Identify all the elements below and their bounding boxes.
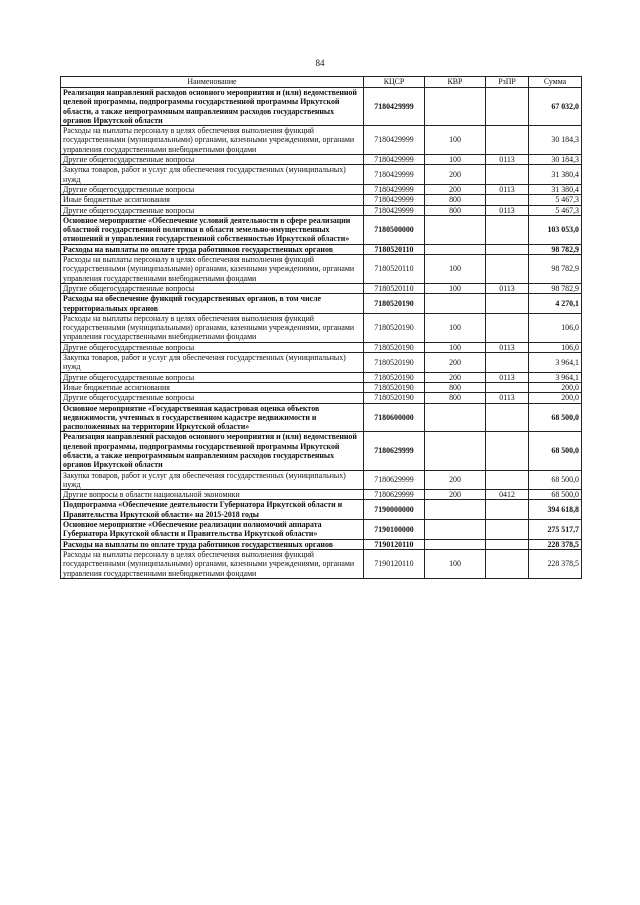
cell-name: Основное мероприятие «Обеспечение условий деятельности в сфере реализации областной государственной политики в области земельно-имущественных отношений и управления государственной собственностью Иркутской области»	[61, 215, 364, 244]
cell-sum: 200,0	[529, 382, 582, 392]
table-row	[61, 88, 582, 126]
cell-rzpr	[486, 403, 529, 432]
cell-name: Другие общегосударственные вопросы	[61, 205, 364, 215]
cell-kvr: 800	[425, 382, 486, 392]
table-row	[61, 126, 582, 155]
cell-kcsr: 7180520190	[364, 382, 425, 392]
cell-sum: 106,0	[529, 342, 582, 352]
table-header-row	[61, 77, 582, 88]
cell-rzpr	[486, 470, 529, 490]
cell-rzpr	[486, 353, 529, 373]
cell-kvr: 200	[425, 353, 486, 373]
cell-name: Расходы на выплаты по оплате труда работников государственных органов	[61, 539, 364, 549]
cell-kvr	[425, 539, 486, 549]
cell-kcsr: 7190120110	[364, 539, 425, 549]
cell-name: Иные бюджетные ассигнования	[61, 195, 364, 205]
cell-sum: 68 500,0	[529, 470, 582, 490]
cell-kvr: 100	[425, 155, 486, 165]
cell-kvr: 200	[425, 490, 486, 500]
table-row	[61, 372, 582, 382]
table-row	[61, 393, 582, 403]
cell-name: Подпрограмма «Обеспечение деятельности Губернатора Иркутской области и Правительства Иркутской области» на 2015-2018 годы	[61, 500, 364, 520]
table-row	[61, 403, 582, 432]
cell-sum: 98 782,9	[529, 255, 582, 284]
cell-kvr	[425, 520, 486, 540]
header-rzpr: РзПР	[486, 77, 529, 88]
table-row	[61, 490, 582, 500]
cell-name: Расходы на выплаты персоналу в целях обеспечения выполнения функций государственными (муниципальными) органами, казенными учреждениями, органами управления государственными внебюджетными фондами	[61, 313, 364, 342]
cell-rzpr	[486, 294, 529, 314]
cell-kvr: 100	[425, 549, 486, 578]
table-row	[61, 342, 582, 352]
table-row	[61, 184, 582, 194]
cell-kvr: 800	[425, 393, 486, 403]
cell-rzpr: 0412	[486, 490, 529, 500]
cell-rzpr: 0113	[486, 283, 529, 293]
cell-kvr	[425, 432, 486, 470]
table-row	[61, 155, 582, 165]
cell-sum: 228 378,5	[529, 539, 582, 549]
cell-rzpr: 0113	[486, 342, 529, 352]
table-row	[61, 313, 582, 342]
cell-rzpr	[486, 215, 529, 244]
cell-name: Другие общегосударственные вопросы	[61, 155, 364, 165]
cell-sum: 30 184,3	[529, 155, 582, 165]
cell-kvr: 100	[425, 255, 486, 284]
table-row	[61, 470, 582, 490]
header-sum: Сумма	[529, 77, 582, 88]
cell-kvr: 200	[425, 372, 486, 382]
cell-rzpr	[486, 88, 529, 126]
cell-name: Другие общегосударственные вопросы	[61, 283, 364, 293]
cell-kcsr: 7180429999	[364, 126, 425, 155]
cell-name: Другие вопросы в области национальной экономики	[61, 490, 364, 500]
cell-name: Реализация направлений расходов основного мероприятия и (или) ведомственной целевой программы, подпрограммы государственной программы Иркутской области, а также непрограммным направлениям расходов государственных органов Иркутской области	[61, 432, 364, 470]
cell-rzpr	[486, 313, 529, 342]
cell-kcsr: 7180629999	[364, 432, 425, 470]
cell-kvr: 800	[425, 205, 486, 215]
cell-name: Расходы на выплаты по оплате труда работников государственных органов	[61, 244, 364, 254]
cell-rzpr	[486, 126, 529, 155]
cell-sum: 68 500,0	[529, 403, 582, 432]
header-name: Наименование	[61, 77, 364, 88]
cell-sum: 394 618,8	[529, 500, 582, 520]
cell-kvr: 200	[425, 165, 486, 185]
cell-kvr: 100	[425, 126, 486, 155]
cell-name: Расходы на выплаты персоналу в целях обеспечения выполнения функций государственными (муниципальными) органами, казенными учреждениями, органами управления государственными внебюджетными фондами	[61, 126, 364, 155]
cell-rzpr	[486, 500, 529, 520]
cell-kvr: 200	[425, 184, 486, 194]
cell-rzpr: 0113	[486, 372, 529, 382]
cell-sum: 4 270,1	[529, 294, 582, 314]
budget-table	[60, 76, 582, 579]
cell-sum: 200,0	[529, 393, 582, 403]
cell-sum: 98 782,9	[529, 244, 582, 254]
cell-sum: 5 467,3	[529, 195, 582, 205]
table-row	[61, 294, 582, 314]
cell-name: Реализация направлений расходов основного мероприятия и (или) ведомственной целевой программы, подпрограммы государственной программы Иркутской области, а также непрограммным направлениям расходов государственных органов Иркутской области	[61, 88, 364, 126]
cell-sum: 275 517,7	[529, 520, 582, 540]
cell-kvr	[425, 88, 486, 126]
cell-kvr	[425, 403, 486, 432]
cell-kcsr: 7180429999	[364, 195, 425, 205]
cell-kcsr: 7180629999	[364, 490, 425, 500]
cell-kcsr: 7180600000	[364, 403, 425, 432]
cell-kvr	[425, 215, 486, 244]
table-row	[61, 283, 582, 293]
cell-sum: 30 184,3	[529, 126, 582, 155]
cell-kcsr: 7190100000	[364, 520, 425, 540]
cell-name: Закупка товаров, работ и услуг для обеспечения государственных (муниципальных) нужд	[61, 353, 364, 373]
cell-rzpr	[486, 244, 529, 254]
cell-kvr: 100	[425, 313, 486, 342]
table-row	[61, 255, 582, 284]
cell-kcsr: 7180520190	[364, 313, 425, 342]
cell-sum: 103 053,0	[529, 215, 582, 244]
table-row	[61, 500, 582, 520]
cell-kcsr: 7180520110	[364, 244, 425, 254]
cell-sum: 5 467,3	[529, 205, 582, 215]
table-row	[61, 432, 582, 470]
cell-kcsr: 7180429999	[364, 165, 425, 185]
cell-kcsr: 7190000000	[364, 500, 425, 520]
cell-kcsr: 7180629999	[364, 470, 425, 490]
cell-name: Другие общегосударственные вопросы	[61, 372, 364, 382]
cell-sum: 106,0	[529, 313, 582, 342]
cell-kcsr: 7180500000	[364, 215, 425, 244]
cell-kvr: 200	[425, 470, 486, 490]
cell-kcsr: 7180520110	[364, 255, 425, 284]
cell-sum: 68 500,0	[529, 432, 582, 470]
cell-kcsr: 7180429999	[364, 205, 425, 215]
cell-name: Иные бюджетные ассигнования	[61, 382, 364, 392]
header-kcsr: КЦСР	[364, 77, 425, 88]
cell-rzpr: 0113	[486, 205, 529, 215]
cell-sum: 3 964,1	[529, 353, 582, 373]
cell-rzpr	[486, 165, 529, 185]
table-row	[61, 165, 582, 185]
cell-kvr	[425, 500, 486, 520]
cell-rzpr: 0113	[486, 155, 529, 165]
table-row	[61, 244, 582, 254]
header-kvr: КВР	[425, 77, 486, 88]
cell-rzpr	[486, 520, 529, 540]
table-row	[61, 215, 582, 244]
cell-kcsr: 7180429999	[364, 184, 425, 194]
cell-kcsr: 7180520190	[364, 342, 425, 352]
cell-rzpr	[486, 382, 529, 392]
cell-rzpr	[486, 432, 529, 470]
table-body	[61, 88, 582, 579]
page-number: 84	[315, 58, 325, 68]
cell-sum: 228 378,5	[529, 549, 582, 578]
cell-name: Расходы на обеспечение функций государственных органов, в том числе территориальных органов	[61, 294, 364, 314]
cell-rzpr	[486, 195, 529, 205]
cell-kvr: 100	[425, 342, 486, 352]
cell-name: Другие общегосударственные вопросы	[61, 393, 364, 403]
cell-kcsr: 7180429999	[364, 155, 425, 165]
cell-sum: 98 782,9	[529, 283, 582, 293]
table-row	[61, 382, 582, 392]
cell-kvr: 800	[425, 195, 486, 205]
cell-rzpr: 0113	[486, 184, 529, 194]
cell-name: Основное мероприятие «Государственная кадастровая оценка объектов недвижимости, учтенных в государственном кадастре недвижимости и расположенных на территории Иркутской области»	[61, 403, 364, 432]
cell-name: Основное мероприятие «Обеспечение реализации полномочий аппарата Губернатора Иркутской области и Правительства Иркутской области»	[61, 520, 364, 540]
cell-kcsr: 7190120110	[364, 549, 425, 578]
cell-kvr	[425, 244, 486, 254]
cell-sum: 68 500,0	[529, 490, 582, 500]
table-row	[61, 353, 582, 373]
cell-kcsr: 7180520190	[364, 294, 425, 314]
table-row	[61, 195, 582, 205]
cell-sum: 67 032,0	[529, 88, 582, 126]
cell-name: Другие общегосударственные вопросы	[61, 184, 364, 194]
cell-name: Расходы на выплаты персоналу в целях обеспечения выполнения функций государственными (муниципальными) органами, казенными учреждениями, органами управления государственными внебюджетными фондами	[61, 549, 364, 578]
cell-sum: 31 380,4	[529, 184, 582, 194]
cell-kcsr: 7180520110	[364, 283, 425, 293]
cell-sum: 31 380,4	[529, 165, 582, 185]
cell-kcsr: 7180429999	[364, 88, 425, 126]
cell-name: Другие общегосударственные вопросы	[61, 342, 364, 352]
cell-rzpr	[486, 255, 529, 284]
cell-kvr	[425, 294, 486, 314]
cell-rzpr	[486, 539, 529, 549]
table-row	[61, 520, 582, 540]
cell-name: Закупка товаров, работ и услуг для обеспечения государственных (муниципальных) нужд	[61, 470, 364, 490]
table-row	[61, 205, 582, 215]
cell-kcsr: 7180520190	[364, 393, 425, 403]
table-row	[61, 549, 582, 578]
cell-rzpr: 0113	[486, 393, 529, 403]
cell-kvr: 100	[425, 283, 486, 293]
cell-name: Закупка товаров, работ и услуг для обеспечения государственных (муниципальных) нужд	[61, 165, 364, 185]
cell-name: Расходы на выплаты персоналу в целях обеспечения выполнения функций государственными (муниципальными) органами, казенными учреждениями, органами управления государственными внебюджетными фондами	[61, 255, 364, 284]
cell-rzpr	[486, 549, 529, 578]
cell-kcsr: 7180520190	[364, 372, 425, 382]
cell-sum: 3 964,1	[529, 372, 582, 382]
table-row	[61, 539, 582, 549]
cell-kcsr: 7180520190	[364, 353, 425, 373]
